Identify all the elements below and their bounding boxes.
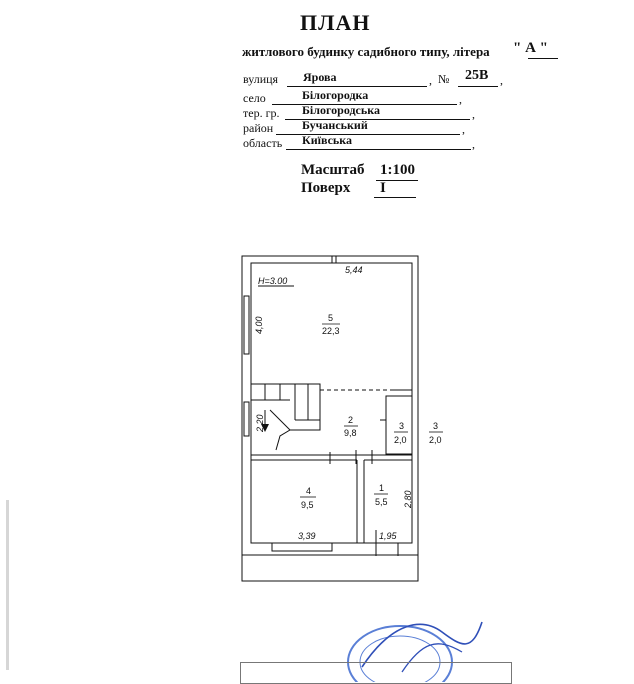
comma: , (459, 92, 462, 106)
room-area: 22,3 (322, 326, 340, 336)
room-area: 5,5 (375, 497, 388, 507)
community-label: тер. гр. (243, 106, 280, 120)
scale-label: Масштаб (301, 162, 365, 178)
dim-left-lower: 2,20 (255, 414, 265, 432)
room-number: 5 (328, 313, 334, 323)
litera-value: " А " (513, 40, 548, 56)
room-number: 3 (399, 421, 405, 431)
height-label: H=3.00 (258, 276, 288, 286)
floor-label: Поверх (301, 180, 351, 196)
stair-step (270, 410, 290, 430)
region-value: Київська (302, 133, 352, 147)
window-left (244, 296, 249, 354)
comma: , (500, 73, 503, 87)
district-value: Бучанський (302, 118, 368, 132)
region-label: область (243, 136, 283, 150)
comma: , (472, 107, 475, 121)
number-sign: № (438, 72, 450, 86)
room-area: 2,0 (394, 435, 407, 445)
room-number: 4 (306, 486, 312, 496)
village-label: село (243, 91, 266, 105)
comma: , (472, 137, 475, 151)
room-number: 3 (433, 421, 439, 431)
window-bottom (272, 543, 332, 551)
scale-value: 1:100 (380, 162, 415, 178)
village-value: Білогородка (302, 88, 369, 102)
bottom-frame (240, 662, 512, 684)
comma: , (462, 122, 465, 136)
room-area: 9,8 (344, 428, 357, 438)
floor-value: I (380, 180, 386, 196)
comma: , (429, 73, 432, 87)
inner-wall-outline (251, 263, 412, 543)
document-title: ПЛАН (300, 10, 371, 35)
dim-left-upper: 4,00 (254, 316, 264, 334)
document-subtitle: житлового будинку садибного типу, літера (242, 44, 490, 59)
community-value: Білогородська (302, 103, 380, 117)
street-value: Ярова (303, 70, 337, 84)
window-left-lower (244, 402, 249, 436)
room-area: 9,5 (301, 500, 314, 510)
dim-right-lower: 2,80 (403, 490, 413, 508)
room-area: 2,0 (429, 435, 442, 445)
dim-bottom-left: 3,39 (298, 531, 316, 541)
room-number: 2 (348, 415, 354, 425)
district-label: район (243, 121, 274, 135)
dim-top-width: 5,44 (345, 265, 363, 275)
dim-bottom-right: 1,95 (379, 531, 397, 541)
house-number-value: 25В (465, 68, 489, 83)
room-number: 1 (379, 483, 385, 493)
street-label: вулиця (243, 72, 279, 86)
